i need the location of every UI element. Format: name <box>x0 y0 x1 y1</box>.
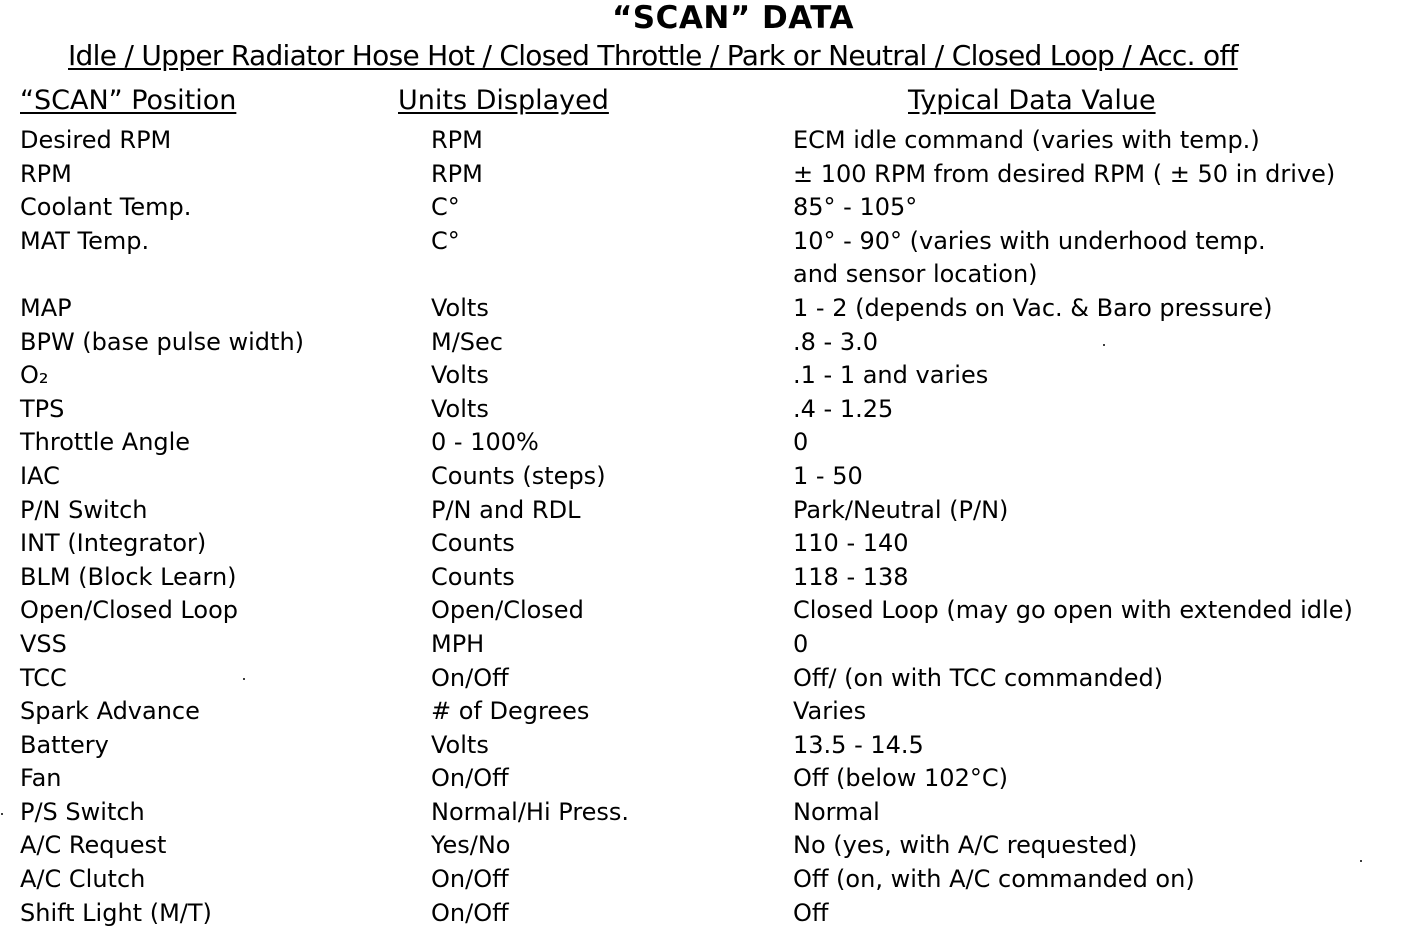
column-header-units: Units Displayed <box>398 85 609 116</box>
value-cell: ± 100 RPM from desired RPM ( ± 50 in drive) <box>793 159 1336 188</box>
units-cell: Volts <box>431 394 489 423</box>
table-row <box>0 662 1408 696</box>
table-row <box>0 729 1408 763</box>
position-cell: Spark Advance <box>20 697 200 726</box>
position-cell: IAC <box>20 461 60 490</box>
units-cell: On/Off <box>431 663 509 692</box>
value-line-1: 10° - 90° (varies with underhood temp. <box>793 226 1266 255</box>
value-cell: .4 - 1.25 <box>793 394 894 423</box>
value-cell: 1 - 2 (depends on Vac. & Baro pressure) <box>793 293 1273 322</box>
position-cell: MAP <box>20 293 72 322</box>
units-cell: RPM <box>431 126 483 154</box>
position-cell: Battery <box>20 730 109 759</box>
units-cell: # of Degrees <box>431 697 590 726</box>
table-row <box>0 527 1408 561</box>
position-cell: A/C Clutch <box>20 865 146 894</box>
position-cell: Throttle Angle <box>20 428 191 457</box>
position-cell: Coolant Temp. <box>20 193 192 222</box>
value-cell <box>793 225 1266 291</box>
position-cell: MAT Temp. <box>20 226 150 255</box>
value-cell: Off <box>793 898 829 927</box>
units-cell: Volts <box>431 730 489 759</box>
units-cell: Counts <box>431 529 515 558</box>
value-cell: Off/ (on with TCC commanded) <box>793 663 1164 692</box>
units-cell: Yes/No <box>431 831 511 860</box>
value-cell: Park/Neutral (P/N) <box>793 495 1009 524</box>
position-cell: Desired RPM <box>20 126 172 154</box>
scan-speck <box>1360 860 1362 862</box>
scan-speck <box>1 813 3 815</box>
position-cell: BPW (base pulse width) <box>20 327 305 356</box>
position-cell: VSS <box>20 629 67 658</box>
position-cell: INT (Integrator) <box>20 529 207 558</box>
table-row <box>0 695 1408 729</box>
units-cell: C° <box>431 226 460 255</box>
units-cell: Normal/Hi Press. <box>431 797 630 826</box>
table-row <box>0 158 1408 192</box>
table-row <box>0 460 1408 494</box>
value-cell: .1 - 1 and varies <box>793 361 989 390</box>
position-cell: Open/Closed Loop <box>20 596 238 625</box>
column-header-position: “SCAN” Position <box>20 85 237 116</box>
position-cell: RPM <box>20 159 72 188</box>
value-cell: .8 - 3.0 <box>793 327 878 356</box>
position-cell: BLM (Block Learn) <box>20 562 237 591</box>
position-cell: Shift Light (M/T) <box>20 898 212 927</box>
conditions-subtitle: Idle / Upper Radiator Hose Hot / Closed Throttle / Park or Neutral / Closed Loop / Acc. off <box>68 39 1238 72</box>
position-cell: Fan <box>20 764 62 793</box>
table-row <box>0 762 1408 796</box>
table-row <box>0 494 1408 528</box>
value-cell: Off (on, with A/C commanded on) <box>793 865 1195 894</box>
value-cell: Varies <box>793 697 867 726</box>
units-cell: C° <box>431 193 460 222</box>
value-cell: 0 <box>793 428 809 457</box>
units-cell: Counts <box>431 562 515 591</box>
table-row <box>0 359 1408 393</box>
table-row <box>0 124 1408 158</box>
units-cell: Volts <box>431 361 489 390</box>
table-row <box>0 561 1408 595</box>
units-cell: Open/Closed <box>431 596 584 625</box>
position-cell: TPS <box>20 394 65 423</box>
value-cell: 1 - 50 <box>793 461 863 490</box>
units-cell: On/Off <box>431 865 509 894</box>
position-cell: O₂ <box>20 361 49 390</box>
value-cell: 85° - 105° <box>793 193 918 222</box>
table-row <box>0 829 1408 863</box>
value-cell: Closed Loop (may go open with extended idle) <box>793 596 1353 625</box>
units-cell: RPM <box>431 159 483 188</box>
table-row <box>0 897 1408 930</box>
units-cell: P/N and RDL <box>431 495 581 524</box>
table-row <box>0 426 1408 460</box>
scan-data-table <box>0 124 1408 930</box>
scan-speck <box>243 678 245 680</box>
table-row <box>0 225 1408 292</box>
table-row <box>0 863 1408 897</box>
units-cell: Volts <box>431 293 489 322</box>
position-cell: TCC <box>20 663 67 692</box>
position-cell: P/S Switch <box>20 797 145 826</box>
table-row <box>0 326 1408 360</box>
value-cell: 0 <box>793 629 809 658</box>
scan-speck <box>1103 344 1105 346</box>
units-cell: Counts (steps) <box>431 461 606 490</box>
table-row <box>0 393 1408 427</box>
value-cell: ECM idle command (varies with temp.) <box>793 126 1260 154</box>
value-cell: 118 - 138 <box>793 562 909 591</box>
table-row <box>0 191 1408 225</box>
position-cell: A/C Request <box>20 831 167 860</box>
value-cell: Off (below 102°C) <box>793 764 1008 793</box>
position-cell: P/N Switch <box>20 495 148 524</box>
page-title: “SCAN” DATA <box>611 0 855 36</box>
table-row <box>0 628 1408 662</box>
table-row <box>0 292 1408 326</box>
value-cell: Normal <box>793 797 880 826</box>
units-cell: 0 - 100% <box>431 428 539 457</box>
column-header-value: Typical Data Value <box>908 85 1156 116</box>
units-cell: On/Off <box>431 898 509 927</box>
units-cell: On/Off <box>431 764 509 793</box>
value-line-2: and sensor location) <box>793 259 1038 288</box>
units-cell: M/Sec <box>431 327 503 356</box>
value-cell: No (yes, with A/C requested) <box>793 831 1138 860</box>
value-cell: 13.5 - 14.5 <box>793 730 924 759</box>
units-cell: MPH <box>431 629 485 658</box>
value-cell: 110 - 140 <box>793 529 909 558</box>
table-row <box>0 594 1408 628</box>
table-row <box>0 796 1408 830</box>
